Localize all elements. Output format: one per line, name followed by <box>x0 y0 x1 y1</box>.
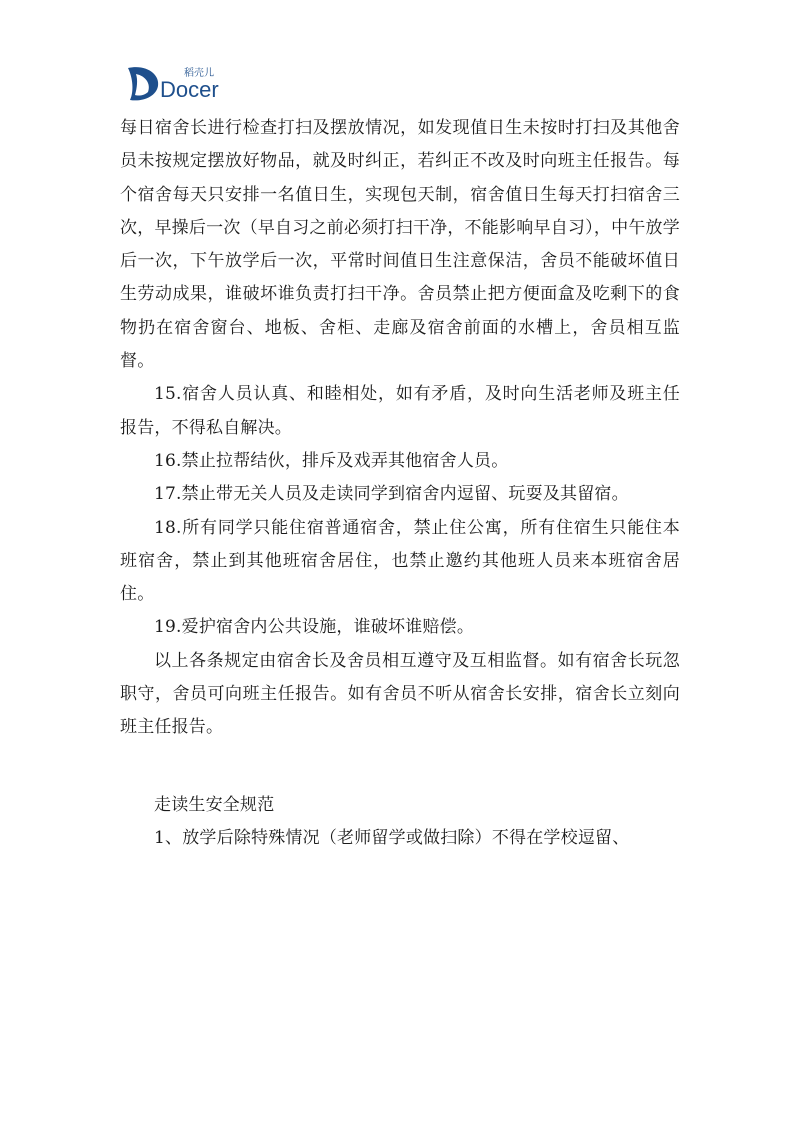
document-body <box>120 112 680 855</box>
logo-cn-label: 稻壳儿 <box>184 68 214 79</box>
paragraph-summary: 以上各条规定由宿舍长及舍员相互遵守及互相监督。如有宿舍长玩忽职守，舍员可向班主任报告。如有舍员不听从宿舍长安排，宿舍长立刻向班主任报告。 <box>120 650 680 738</box>
section-item-1: 1、放学后除特殊情况（老师留学或做扫除）不得在学校逗留、 <box>154 827 630 848</box>
paragraph-rule-17: 17.禁止带无关人员及走读同学到宿舍内逗留、玩耍及其留宿。 <box>154 484 629 505</box>
paragraph-rule-16: 16.禁止拉帮结伙，排斥及戏弄其他宿舍人员。 <box>154 450 509 471</box>
section-title: 走读生安全规范 <box>154 794 275 815</box>
paragraph-rule-18: 18.所有同学只能住宿普通宿舍，禁止住公寓，所有住宿生只能住本班宿舍，禁止到其他班宿舍居住，也禁止邀约其他班人员来本班宿舍居住。 <box>120 517 680 605</box>
docer-logo-icon <box>124 62 224 104</box>
section-spacer <box>120 745 680 789</box>
paragraph-rule-19: 19.爱护宿舍内公共设施，谁破坏谁赔偿。 <box>154 617 475 638</box>
paragraph-continued: 每日宿舍长进行检查打扫及摆放情况，如发现值日生未按时打扫及其他舍员未按规定摆放好物品，就及时纠正，若纠正不改及时向班主任报告。每个宿舍每天只安排一名值日生，实现包天制，宿舍值日生每天打扫宿舍三次，早操后一次（早自习之前必须打扫干净，不能影响早自习），中午放学后一次，下午放学后一次，平常时间值日生注意保洁，舍员不能破坏值日生劳动成果，谁破坏谁负责打扫干净。舍员禁止把方便面盒及吃剩下的食物扔在宿舍窗台、地板、舍柜、走廊及宿舍前面的水槽上，舍员相互监督。 <box>120 118 680 372</box>
paragraph-rule-15: 15.宿舍人员认真、和睦相处，如有矛盾，及时向生活老师及班主任报告，不得私自解决。 <box>120 384 680 438</box>
logo-wordmark: Docer <box>160 77 219 102</box>
docer-logo <box>124 62 224 104</box>
